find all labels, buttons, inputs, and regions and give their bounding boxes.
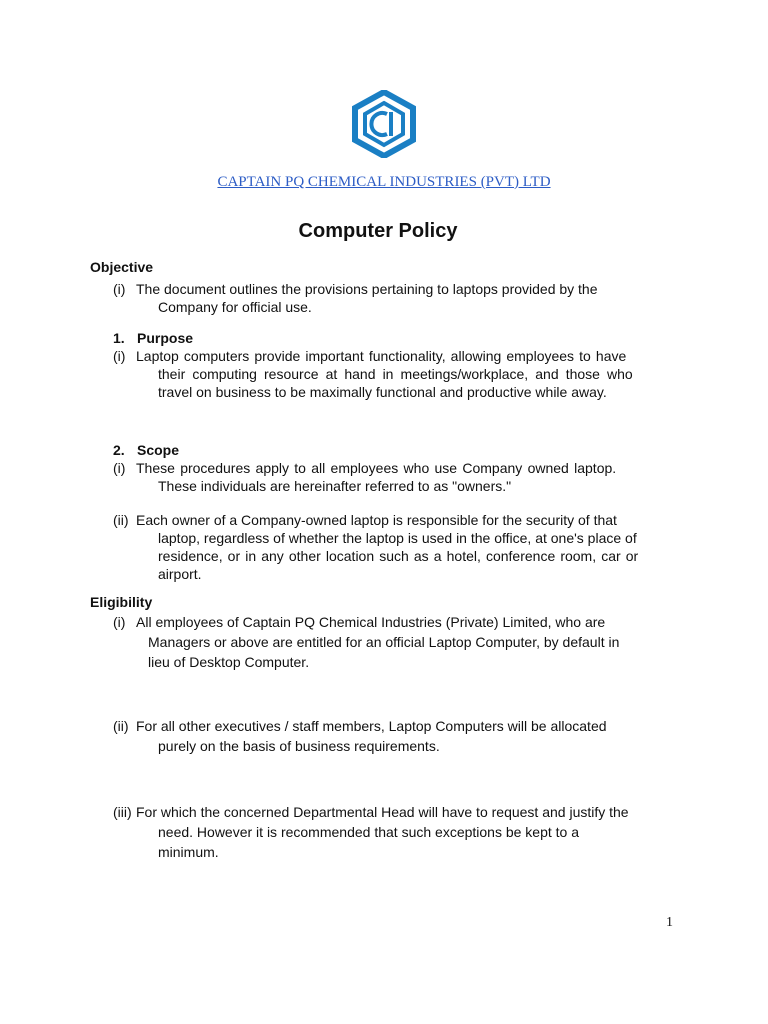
eligibility-item-2 xyxy=(113,716,673,756)
page-title: Computer Policy xyxy=(298,220,458,242)
text-line: For all other executives / staff members, Laptop Computers will be allocated xyxy=(136,718,607,734)
company-name: CAPTAIN PQ CHEMICAL INDUSTRIES (PVT) LTD xyxy=(217,174,551,190)
section-title: Purpose xyxy=(137,330,194,346)
objective-heading: Objective xyxy=(90,259,154,275)
text-line: travel on business to be maximally functional and productive while away. xyxy=(158,384,607,400)
text-line: purely on the basis of business requirements. xyxy=(158,738,440,754)
text-line: airport. xyxy=(158,566,202,582)
item-marker: (i) xyxy=(113,614,126,630)
eligibility-item-1 xyxy=(113,612,673,672)
item-marker: (i) xyxy=(113,281,126,297)
text-line: These procedures apply to all employees who use Company owned laptop. xyxy=(136,460,617,476)
text-line: All employees of Captain PQ Chemical Industries (Private) Limited, who are xyxy=(136,614,606,630)
purpose-item-1 xyxy=(113,347,677,401)
text-line: residence, or in any other location such as a hotel, conference room, car or xyxy=(158,548,639,564)
item-marker: (ii) xyxy=(113,718,129,734)
company-logo-icon xyxy=(351,90,417,158)
page-number: 1 xyxy=(666,915,673,930)
scope-item-1 xyxy=(113,459,677,495)
text-line: laptop, regardless of whether the laptop is used in the office, at one's place of xyxy=(158,530,637,546)
section-number: 2. xyxy=(113,442,125,458)
item-marker: (i) xyxy=(113,348,126,364)
eligibility-item-3 xyxy=(113,802,673,862)
text-line: Each owner of a Company-owned laptop is responsible for the security of that xyxy=(136,512,617,528)
text-line: The document outlines the provisions pertaining to laptops provided by the xyxy=(136,281,598,297)
text-line: Company for official use. xyxy=(158,299,312,315)
item-marker: (i) xyxy=(113,460,126,476)
objective-item-1 xyxy=(113,280,673,316)
text-line: minimum. xyxy=(158,844,219,860)
text-line: Managers or above are entitled for an official Laptop Computer, by default in xyxy=(148,634,620,650)
text-line: their computing resource at hand in meetings/workplace, and those who xyxy=(158,366,633,382)
text-line: These individuals are hereinafter referred to as "owners." xyxy=(158,478,512,494)
text-line: need. However it is recommended that such exceptions be kept to a xyxy=(158,824,580,840)
scope-item-2 xyxy=(113,511,677,583)
eligibility-heading: Eligibility xyxy=(90,594,153,610)
scope-heading xyxy=(113,441,179,459)
section-title: Scope xyxy=(137,442,180,458)
section-number: 1. xyxy=(113,330,125,346)
item-marker: (iii) xyxy=(113,804,132,820)
purpose-heading xyxy=(113,329,193,347)
text-line: Laptop computers provide important functionality, allowing employees to have xyxy=(136,348,627,364)
text-line: lieu of Desktop Computer. xyxy=(148,654,310,670)
item-marker: (ii) xyxy=(113,512,129,528)
text-line: For which the concerned Departmental Head will have to request and justify the xyxy=(136,804,629,820)
